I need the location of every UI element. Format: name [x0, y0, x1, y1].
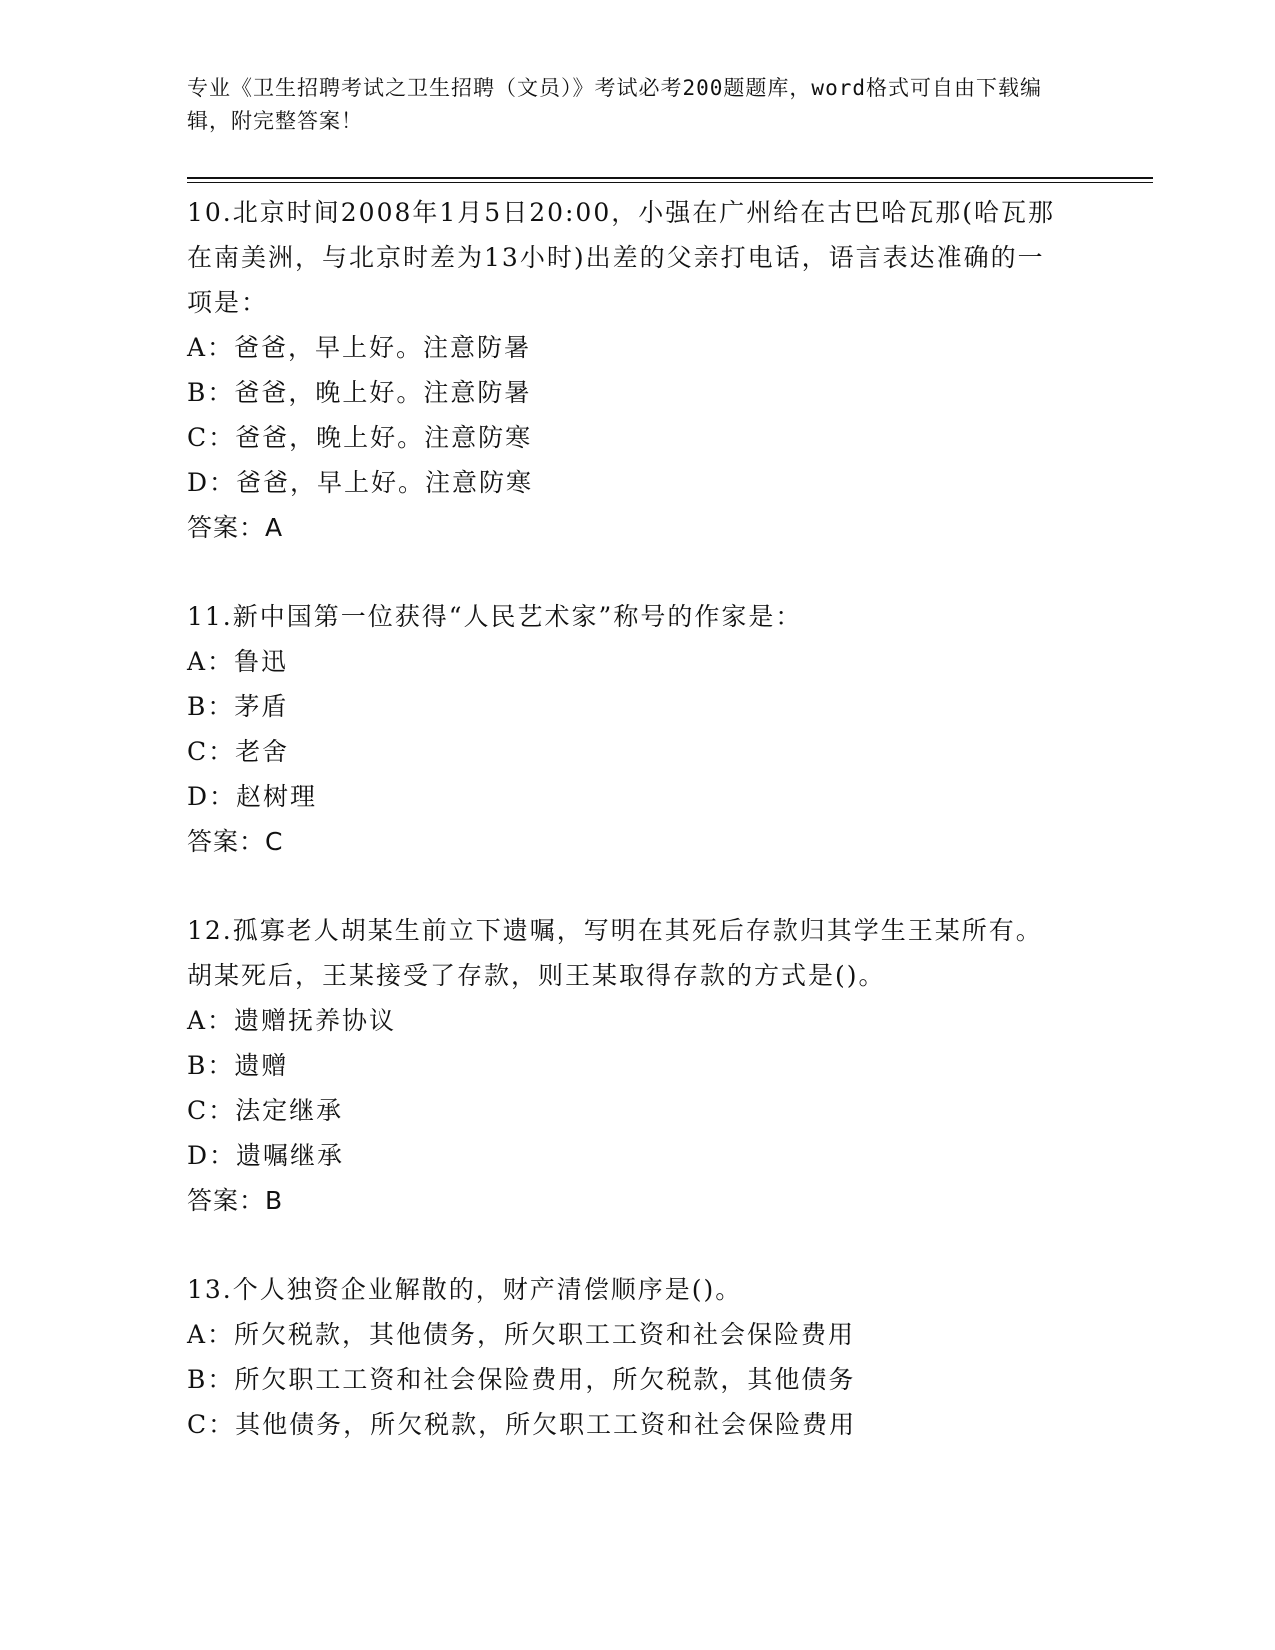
option-d: D：赵树理: [187, 782, 318, 811]
option-b: B：茅盾: [187, 692, 289, 721]
option-d: D：爸爸，早上好。注意防寒: [187, 468, 534, 497]
answer-line: 答案：B: [187, 1186, 284, 1215]
option-a: A：爸爸，早上好。注意防暑: [187, 333, 532, 362]
option-c: C：其他债务，所欠税款，所欠职工工资和社会保险费用: [187, 1410, 857, 1439]
header-divider-thin: [187, 182, 1153, 183]
option-c: C：爸爸，晚上好。注意防寒: [187, 423, 533, 452]
answer-line: 答案：A: [187, 513, 284, 542]
question-stem: 12.孤寡老人胡某生前立下遗嘱，写明在其死后存款归其学生王某所有。胡某死后，王某接受了存款，则王某取得存款的方式是()。: [187, 916, 1043, 990]
option-b: B：遗赠: [187, 1051, 289, 1080]
question-stem: 10.北京时间2008年1月5日20:00，小强在广州给在古巴哈瓦那(哈瓦那在南美洲，与北京时差为13小时)出差的父亲打电话，语言表达准确的一项是：: [187, 198, 1055, 317]
document-header: 专业《卫生招聘考试之卫生招聘（文员）》考试必考200题题库，word格式可自由下载编辑，附完整答案！: [187, 76, 1042, 133]
answer-line: 答案：C: [187, 827, 284, 856]
question-10: [187, 190, 1067, 550]
option-d: D：遗嘱继承: [187, 1141, 345, 1170]
header-divider-thick: [187, 177, 1153, 179]
option-c: C：老舍: [187, 737, 290, 766]
option-a: A：鲁迅: [187, 647, 289, 676]
question-12: [187, 908, 1067, 1223]
question-13: [187, 1267, 1067, 1447]
option-c: C：法定继承: [187, 1096, 344, 1125]
option-b: B：所欠职工工资和社会保险费用，所欠税款，其他债务: [187, 1365, 856, 1394]
question-11: [187, 594, 1067, 864]
option-a: A：所欠税款，其他债务，所欠职工工资和社会保险费用: [187, 1320, 856, 1349]
question-stem: 13.个人独资企业解散的，财产清偿顺序是()。: [187, 1275, 743, 1304]
option-b: B：爸爸，晚上好。注意防暑: [187, 378, 532, 407]
option-a: A：遗赠抚养协议: [187, 1006, 397, 1035]
question-list: [187, 190, 1067, 1447]
question-stem: 11.新中国第一位获得“人民艺术家”称号的作家是：: [187, 602, 803, 631]
